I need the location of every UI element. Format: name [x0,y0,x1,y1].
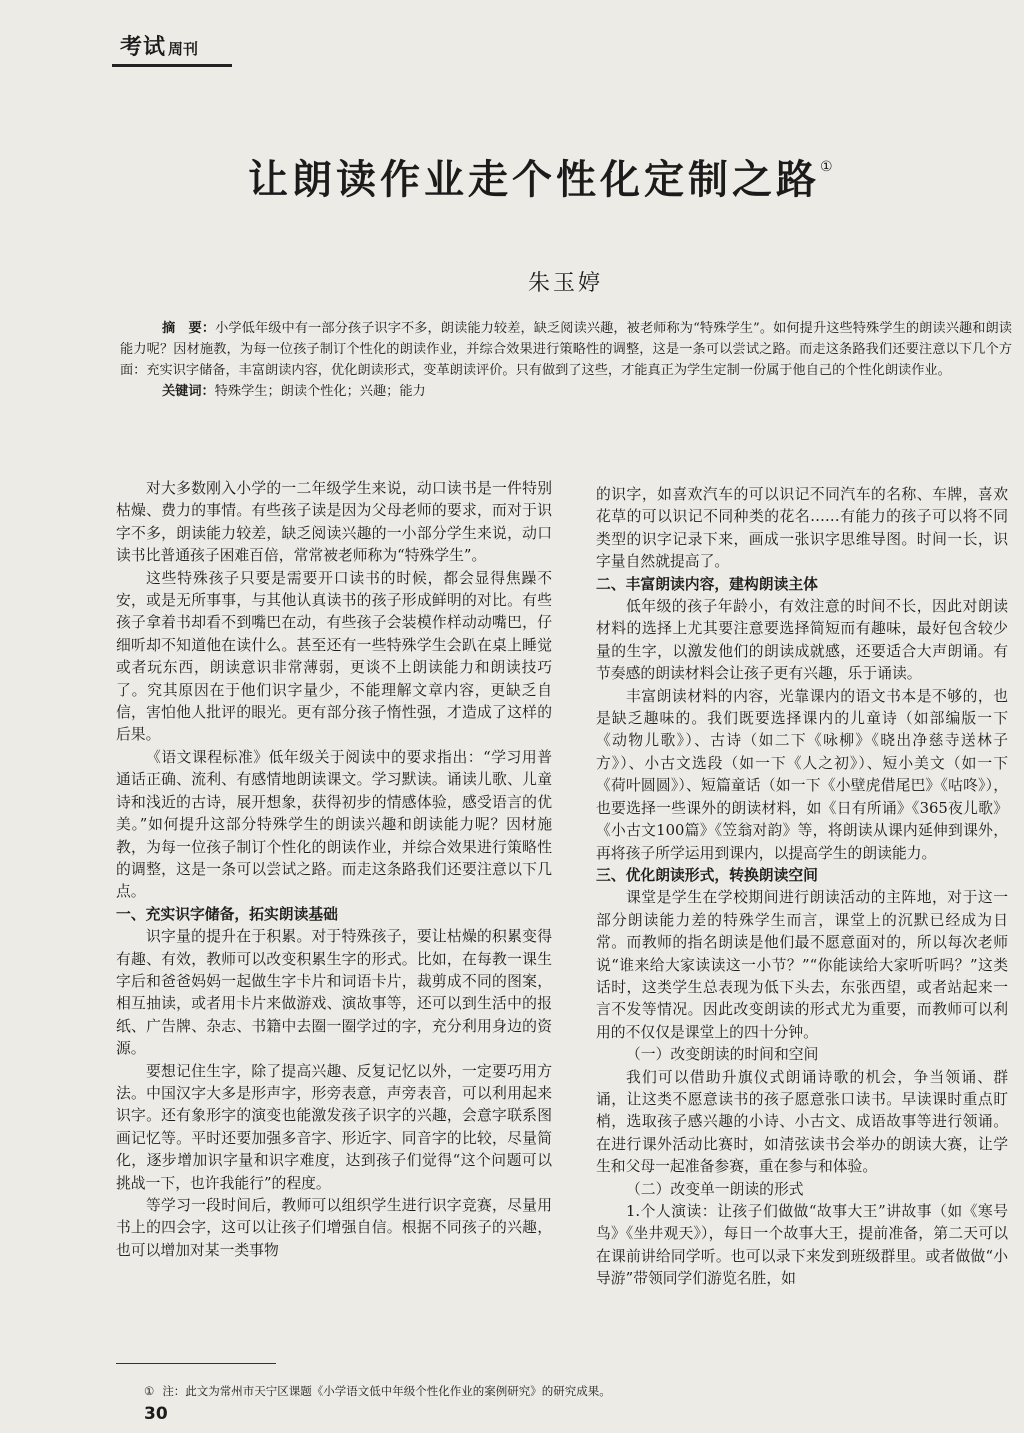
section-heading-1: 一、充实识字储备，拓实朗读基础 [116,905,338,923]
paragraph: 低年级的孩子年龄小，有效注意的时间不长，因此对朗读材料的选择上尤其要注意要选择简短而有趣味，最好包含较少量的生字，以激发他们的朗读成就感，还要适合大声朗诵。有节奏感的朗读材料会让孩子更有兴趣，乐于诵读。 [596,598,1008,683]
paragraph: 对大多数刚入小学的一二年级学生来说，动口读书是一件特别枯燥、费力的事情。有些孩子读是因为父母老师的要求，而对于识字不多，朗读能力较差，缺乏阅读兴趣的一小部分学生来说，动口读书比普通孩子困难百倍，常常被老师称为“特殊学生”。 [116,480,552,565]
subheading-1: （一）改变朗读的时间和空间 [626,1046,819,1064]
keywords-text: 特殊学生；朗读个性化；兴趣；能力 [214,384,426,399]
abstract-paragraph [120,318,1012,381]
masthead-rule [112,64,232,67]
section-heading-3: 三、优化朗读形式，转换朗读空间 [596,866,818,884]
abstract-label: 摘 要： [162,321,216,336]
paragraph: 课堂是学生在学校期间进行朗读活动的主阵地，对于这一部分朗读能力差的特殊学生而言，课堂上的沉默已经成为日常。而教师的指名朗读是他们最不愿意面对的，所以每次老师说“谁来给大家读读这一小节？”“你能读给大家听听吗？”这类话时，这类学生总表现为低下头去，东张西望，或者站起来一言不发等情况。因此改变朗读的形式尤为重要，而教师可以利用的不仅仅是课堂上的四十分钟。 [596,889,1008,1041]
subheading-2: （二）改变单一朗读的形式 [626,1180,804,1198]
left-column [116,478,552,1262]
paragraph: 要想记住生字，除了提高兴趣、反复记忆以外，一定要巧用方法。中国汉字大多是形声字，形旁表意，声旁表音，可以利用起来识字。还有象形字的演变也能激发孩子识字的兴趣，会意字联系图画记忆等。平时还要加强多音字、形近字、同音字的比较，尽量简化，逐步增加识字量和识字难度，达到孩子们觉得“这个问题可以挑战一下，也许我能行”的程度。 [116,1062,552,1192]
section-heading-2: 二、丰富朗读内容，建构朗读主体 [596,575,818,593]
abstract-text: 小学低年级中有一部分孩子识字不多，朗读能力较差，缺乏阅读兴趣，被老师称为“特殊学生”。如何提升这些特殊学生的朗读兴趣和朗读能力呢？因材施教，为每一位孩子制订个性化的朗读作业，并综合效果进行策略性的调整，这是一条可以尝试之路。而走这条路我们还要注意以下几个方面：充实识字储备，丰富朗读内容，优化朗读形式，变革朗读评价。只有做到了这些，才能真正为学生定制一份属于他自己的个性化朗读作业。 [120,321,1012,378]
journal-masthead [120,30,198,61]
abstract-block [120,318,1012,402]
footnote-text: 注：此文为常州市天宁区课题《小学语文低中年级个性化作业的案例研究》的研究成果。 [162,1384,611,1398]
paragraph: 等学习一段时间后，教师可以组织学生进行识字竞赛，尽量用书上的四会字，这可以让孩子们增强自信。根据不同孩子的兴趣，也可以增加对某一类事物 [116,1197,552,1259]
keywords-label: 关键词： [162,384,215,399]
title-footnote-mark: ① [820,159,833,175]
footnote [144,1383,611,1399]
footnote-mark: ① [144,1384,155,1398]
paragraph: 1.个人演读：让孩子们做做“故事大王”讲故事（如《寒号鸟》《坐井观天》），每日一个故事大王，提前准备，第二天可以在课前讲给同学听。也可以录下来发到班级群里。或者做做“小导游”带领同学们游览名胜，如 [596,1203,1008,1288]
right-column [596,484,1008,1291]
masthead-name: 考试 [120,35,167,60]
page-number: 30 [144,1404,168,1424]
paragraph: 丰富朗读材料的内容，光靠课内的语文书本是不够的，也是缺乏趣味的。我们既要选择课内的儿童诗（如部编版一下《动物儿歌》）、古诗（如二下《咏柳》《晓出净慈寺送林子方》）、小古文选段（如一下《人之初》）、短小美文（如一下《荷叶圆圆》）、短篇童话（如一下《小壁虎借尾巴》《咕咚》），也要选择一些课外的朗读材料，如《日有所诵》《365夜儿歌》《小古文100篇》《笠翁对韵》等，将朗读从课内延伸到课外，再将孩子所学运用到课内，以提高学生的朗读能力。 [596,687,1008,862]
paragraph: 的识字，如喜欢汽车的可以识记不同汽车的名称、车牌，喜欢花草的可以识记不同种类的花名……有能力的孩子可以将不同类型的识字记录下来，画成一张识字思维导图。时间一长，识字量自然就提高了。 [596,486,1008,571]
masthead-sub: 周刊 [168,40,199,58]
paragraph: 我们可以借助升旗仪式朗诵诗歌的机会，争当领诵、群诵，让这类不愿意读书的孩子愿意张口读书。早读课时重点盯梢，选取孩子感兴趣的小诗、小古文、成语故事等进行领诵。在进行课外活动比赛时，如清弦读书会举办的朗读大赛，让学生和父母一起准备参赛，重在参与和体验。 [596,1068,1008,1176]
paragraph: 这些特殊孩子只要是需要开口读书的时候，都会显得焦躁不安，或是无所事事，与其他认真读书的孩子形成鲜明的对比。有些孩子拿着书却看不到嘴巴在动，有些孩子会装模作样动动嘴巴，仔细听却不知道他在读什么。甚至还有一些特殊学生会趴在桌上睡觉或者玩东西，朗读意识非常薄弱，更谈不上朗读能力和朗读技巧了。究其原因在于他们识字量少，不能理解文章内容，更缺乏自信，害怕他人批评的眼光。更有部分孩子惰性强，才造成了这样的后果。 [116,569,552,744]
title-text: 让朗读作业走个性化定制之路 [248,157,820,203]
paragraph: 识字量的提升在于积累。对于特殊孩子，要让枯燥的积累变得有趣、有效，教师可以改变积累生字的形式。比如，在每教一课生字后和爸爸妈妈一起做生字卡片和词语卡片，裁剪成不同的图案，相互抽读，或者用卡片来做游戏、演故事等，还可以到生活中的报纸、广告牌、杂志、书籍中去圈一圈学过的字，充分利用身边的资源。 [116,928,552,1058]
keywords-paragraph [120,381,1012,402]
article-title [248,148,833,205]
footnote-rule [116,1363,276,1364]
author: 朱玉婷 [528,271,604,296]
paragraph: 《语文课程标准》低年级关于阅读中的要求指出：“学习用普通话正确、流利、有感情地朗读课文。学习默读。诵读儿歌、儿童诗和浅近的古诗，展开想象，获得初步的情感体验，感受语言的优美。”如何提升这部分特殊学生的朗读兴趣和朗读能力呢？因材施教，为每一位孩子制订个性化的朗读作业，并综合效果进行策略性的调整，这是一条可以尝试之路。而走这条路我们还要注意以下几点。 [116,748,552,901]
